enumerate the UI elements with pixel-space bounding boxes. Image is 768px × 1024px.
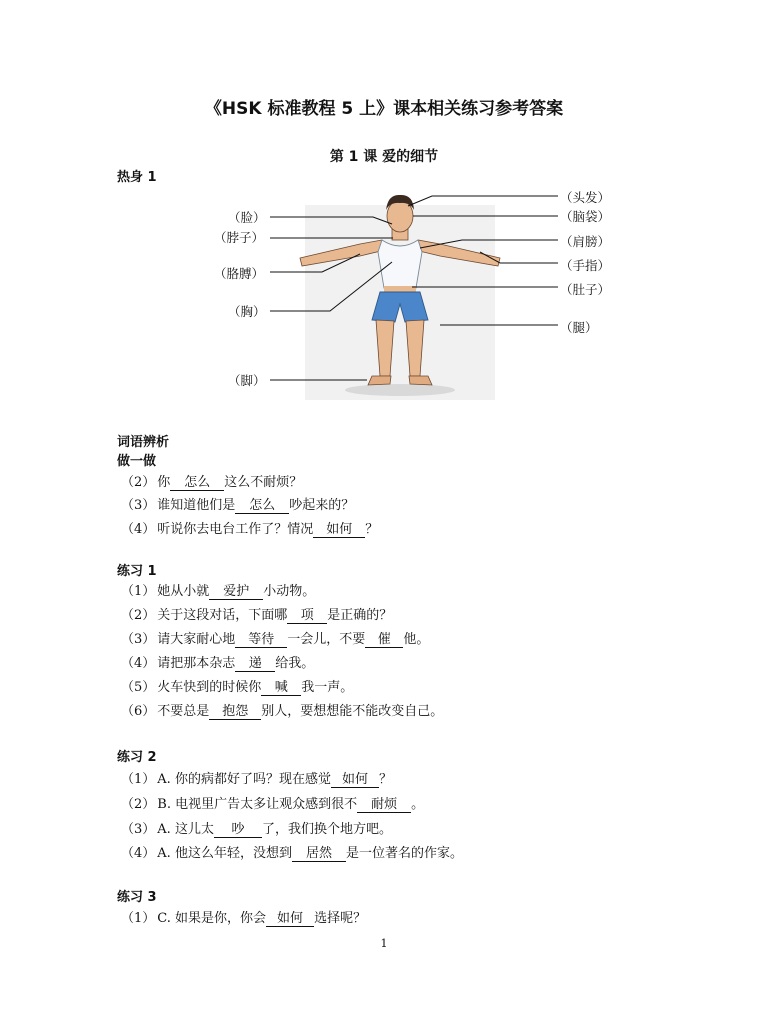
body-parts-diagram <box>0 180 768 410</box>
ex1-item: （6） 不要总是 抱怨 别人，要想想能不能改变自己。 <box>121 704 444 719</box>
label-hair: （头发） <box>560 190 611 205</box>
answer-blank: 耐烦 <box>357 797 411 813</box>
ex2-heading: 练习 2 <box>117 750 157 765</box>
label-belly: （肚子） <box>560 282 611 297</box>
answer-blank: 催 <box>365 632 403 648</box>
answer-blank: 如何 <box>313 522 365 538</box>
label-chest: （胸） <box>228 304 266 319</box>
label-finger: （手指） <box>560 258 611 273</box>
answer-blank: 等待 <box>235 632 287 648</box>
ex1-item: （4） 请把那本杂志 递 给我。 <box>121 656 315 671</box>
ex1-item: （5） 火车快到的时候你 喊 我一声。 <box>121 680 354 695</box>
answer-blank: 怎么 <box>235 498 289 514</box>
label-face: （脸） <box>228 210 266 225</box>
answer-blank: 爱护 <box>209 584 263 600</box>
vocab-item: （4） 听说你去电台工作了？情况 如何 ？ <box>121 522 379 537</box>
answer-blank: 如何 <box>266 911 314 927</box>
answer-blank: 项 <box>287 608 327 624</box>
ex2-item: （2） B. 电视里广告太多让观众感到很不 耐烦 。 <box>121 797 425 812</box>
answer-blank: 居然 <box>292 846 346 862</box>
ex1-item: （3） 请大家耐心地 等待 一会儿，不要 催 他。 <box>121 632 430 647</box>
label-neck: （脖子） <box>214 230 265 245</box>
label-leg: （腿） <box>560 320 598 335</box>
document-title: 《HSK 标准教程 5 上》课本相关练习参考答案 <box>204 99 564 119</box>
answer-blank: 怎么 <box>170 475 224 491</box>
ex2-item: （1） A. 你的病都好了吗？现在感觉 如何 ？ <box>121 772 392 787</box>
warmup-heading: 热身 1 <box>117 170 157 185</box>
ex1-heading: 练习 1 <box>117 564 157 579</box>
answer-blank: 如何 <box>331 772 379 788</box>
answer-blank: 吵 <box>214 822 262 838</box>
label-shoulder: （肩膀） <box>560 234 611 249</box>
answer-blank: 递 <box>235 656 275 672</box>
ex3-item: （1） C. 如果是你，你会 如何 选择呢？ <box>121 911 367 926</box>
page-number: 1 <box>380 937 388 950</box>
ex2-item: （4） A. 他这么年轻，没想到 居然 是一位著名的作家。 <box>121 846 463 861</box>
vocab-heading: 词语辨析 <box>117 435 170 450</box>
ex1-item: （1） 她从小就 爱护 小动物。 <box>121 584 316 599</box>
lesson-title: 第 1 课 爱的细节 <box>329 149 439 165</box>
label-head: （脑袋） <box>560 209 611 224</box>
vocab-subheading: 做一做 <box>117 454 157 469</box>
ex3-heading: 练习 3 <box>117 890 157 905</box>
ex2-item: （3） A. 这儿太 吵 了，我们换个地方吧。 <box>121 822 392 837</box>
vocab-item: （3） 谁知道他们是 怎么 吵起来的？ <box>121 498 355 513</box>
label-foot: （脚） <box>228 373 266 388</box>
label-arm: （胳膊） <box>214 266 265 281</box>
answer-blank: 抱怨 <box>209 704 261 720</box>
vocab-item: （2） 你 怎么 这么不耐烦？ <box>121 475 303 490</box>
ex1-item: （2） 关于这段对话，下面哪 项 是正确的？ <box>121 608 393 623</box>
answer-blank: 喊 <box>261 680 301 696</box>
body-figure-illustration <box>0 180 768 410</box>
